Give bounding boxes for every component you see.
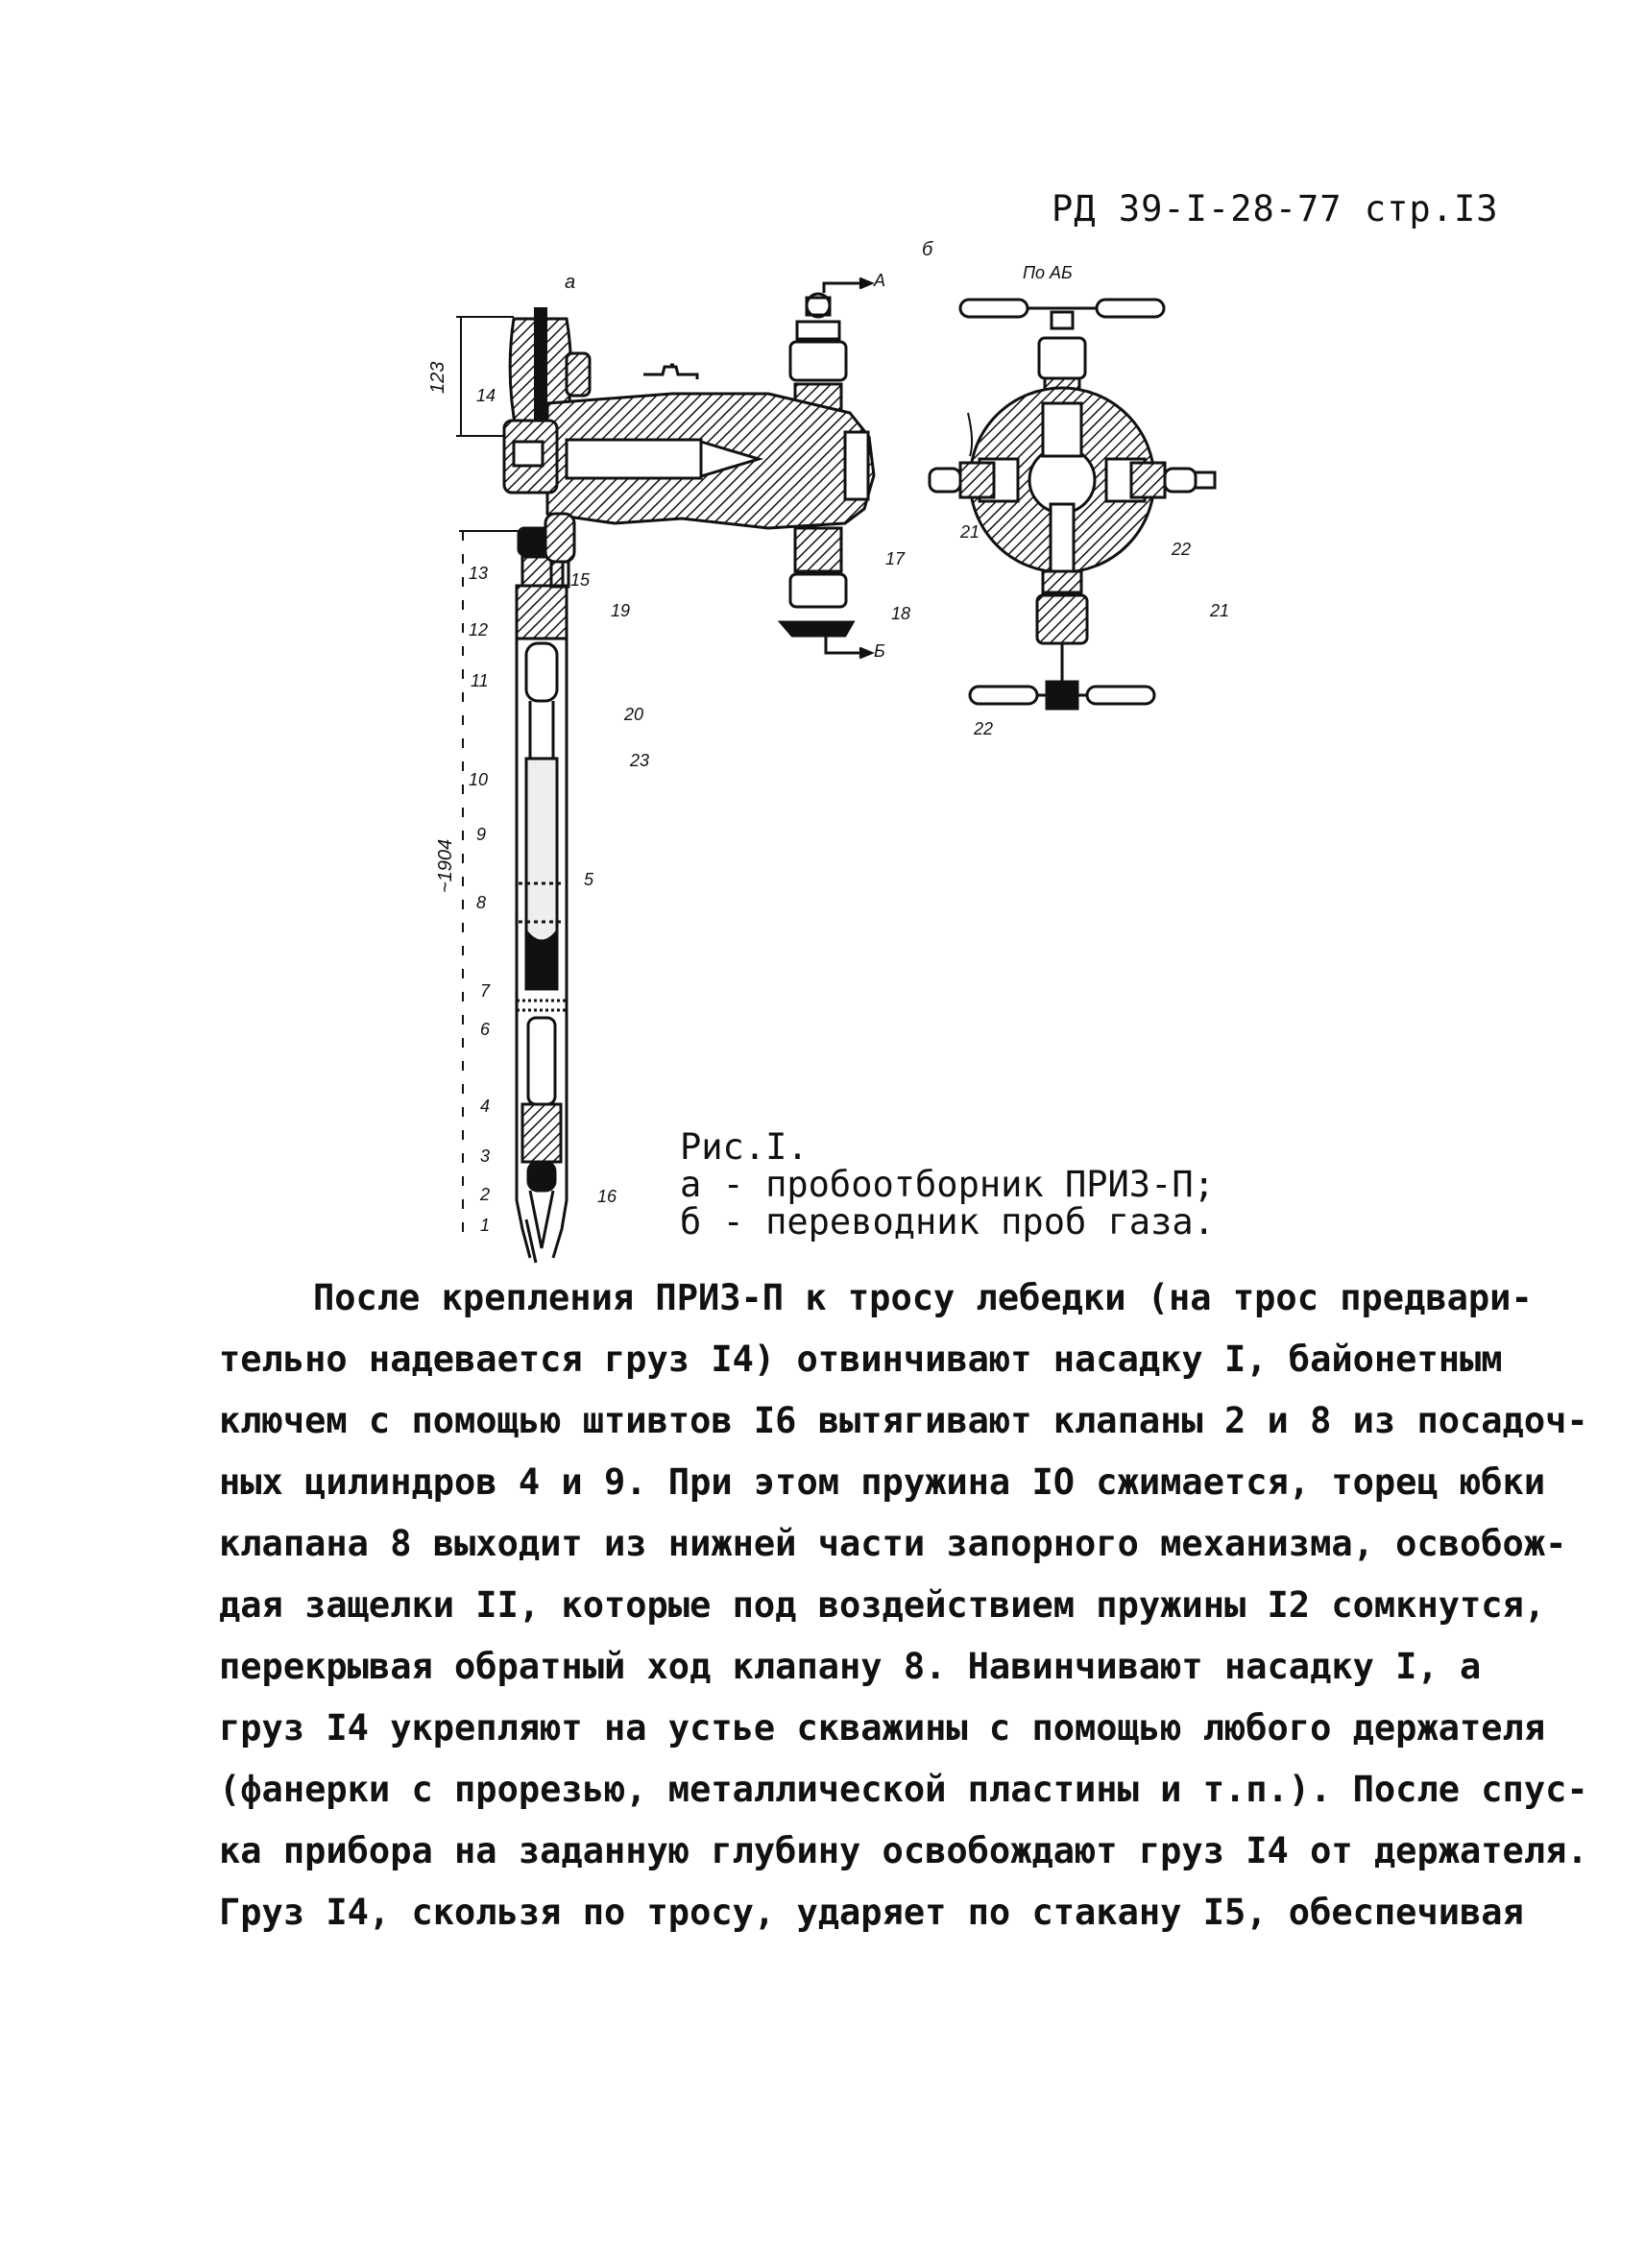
body-line: После крепления ПРИЗ-П к тросу лебедки (на трос предвари- <box>313 1277 1533 1318</box>
caption-title: Рис.I. <box>680 1126 809 1168</box>
body-line: перекрывая обратный ход клапану 8. Навинчивают насадку I, а <box>219 1646 1482 1687</box>
num-8: 8 <box>476 893 487 912</box>
body-line: ка прибора на заданную глубину освобождают груз I4 от держателя. <box>219 1830 1588 1871</box>
num-3: 3 <box>480 1146 491 1166</box>
body-line: тельно надевается груз I4) отвинчивают насадку I, байонетным <box>219 1339 1503 1380</box>
num-21-right: 21 <box>1210 601 1230 620</box>
body-line: ключем с помощью штивтов I6 вытягивают клапаны 2 и 8 из посадоч- <box>219 1400 1588 1441</box>
body-line: клапана 8 выходит из нижней части запорного механизма, освобож- <box>219 1523 1567 1564</box>
num-19: 19 <box>611 601 631 620</box>
num-23: 23 <box>630 751 650 770</box>
num-22-top: 22 <box>1172 540 1192 559</box>
num-15: 15 <box>570 570 591 590</box>
body-line: груз I4 укрепляют на устье скважины с помощью любого держателя <box>219 1707 1546 1749</box>
num-7: 7 <box>480 981 491 1001</box>
dim-main: ~1904 <box>435 838 456 893</box>
num-12: 12 <box>469 620 489 639</box>
body-line: Груз I4, скользя по тросу, ударяет по стакану I5, обеспечивая <box>219 1892 1524 1933</box>
body-line: ных цилиндров 4 и 9. При этом пружина IO сжимается, торец юбки <box>219 1461 1546 1503</box>
num-17: 17 <box>885 549 906 568</box>
dim-top: 123 <box>427 361 448 394</box>
num-2: 2 <box>480 1185 491 1204</box>
technical-figure <box>423 239 1287 1267</box>
num-6: 6 <box>480 1020 491 1039</box>
body-text <box>219 1267 1588 1943</box>
body-line: дая защелки II, которые под воздействием пружины I2 сомкнутся, <box>219 1584 1546 1626</box>
num-9: 9 <box>476 825 487 844</box>
arrow-label-b: Б <box>874 641 885 661</box>
num-18: 18 <box>891 604 911 623</box>
arrow-label-a: А <box>874 271 886 290</box>
num-20: 20 <box>624 705 644 724</box>
caption-item-b: б - переводник проб газа. <box>680 1201 1215 1243</box>
body-line: (фанерки с прорезью, металлической пластины и т.п.). После спус- <box>219 1769 1588 1810</box>
num-13: 13 <box>469 564 489 583</box>
caption-item-a: а - пробоотборник ПРИЗ-П; <box>680 1164 1215 1205</box>
label-b: б <box>922 239 933 260</box>
num-5: 5 <box>584 870 594 889</box>
num-21-left: 21 <box>960 522 980 542</box>
num-14: 14 <box>476 386 496 405</box>
page-header: РД 39-I-28-77 стр.I3 <box>1052 188 1499 229</box>
num-11: 11 <box>471 671 489 690</box>
num-4: 4 <box>480 1097 491 1116</box>
section-label: По АБ <box>1023 263 1073 282</box>
num-16: 16 <box>597 1187 617 1206</box>
num-1: 1 <box>480 1216 491 1235</box>
label-a: а <box>565 272 576 293</box>
num-22-bottom: 22 <box>974 719 994 738</box>
figure-caption <box>680 1128 1215 1241</box>
num-10: 10 <box>469 770 489 789</box>
adapter-section-view <box>930 300 1215 709</box>
